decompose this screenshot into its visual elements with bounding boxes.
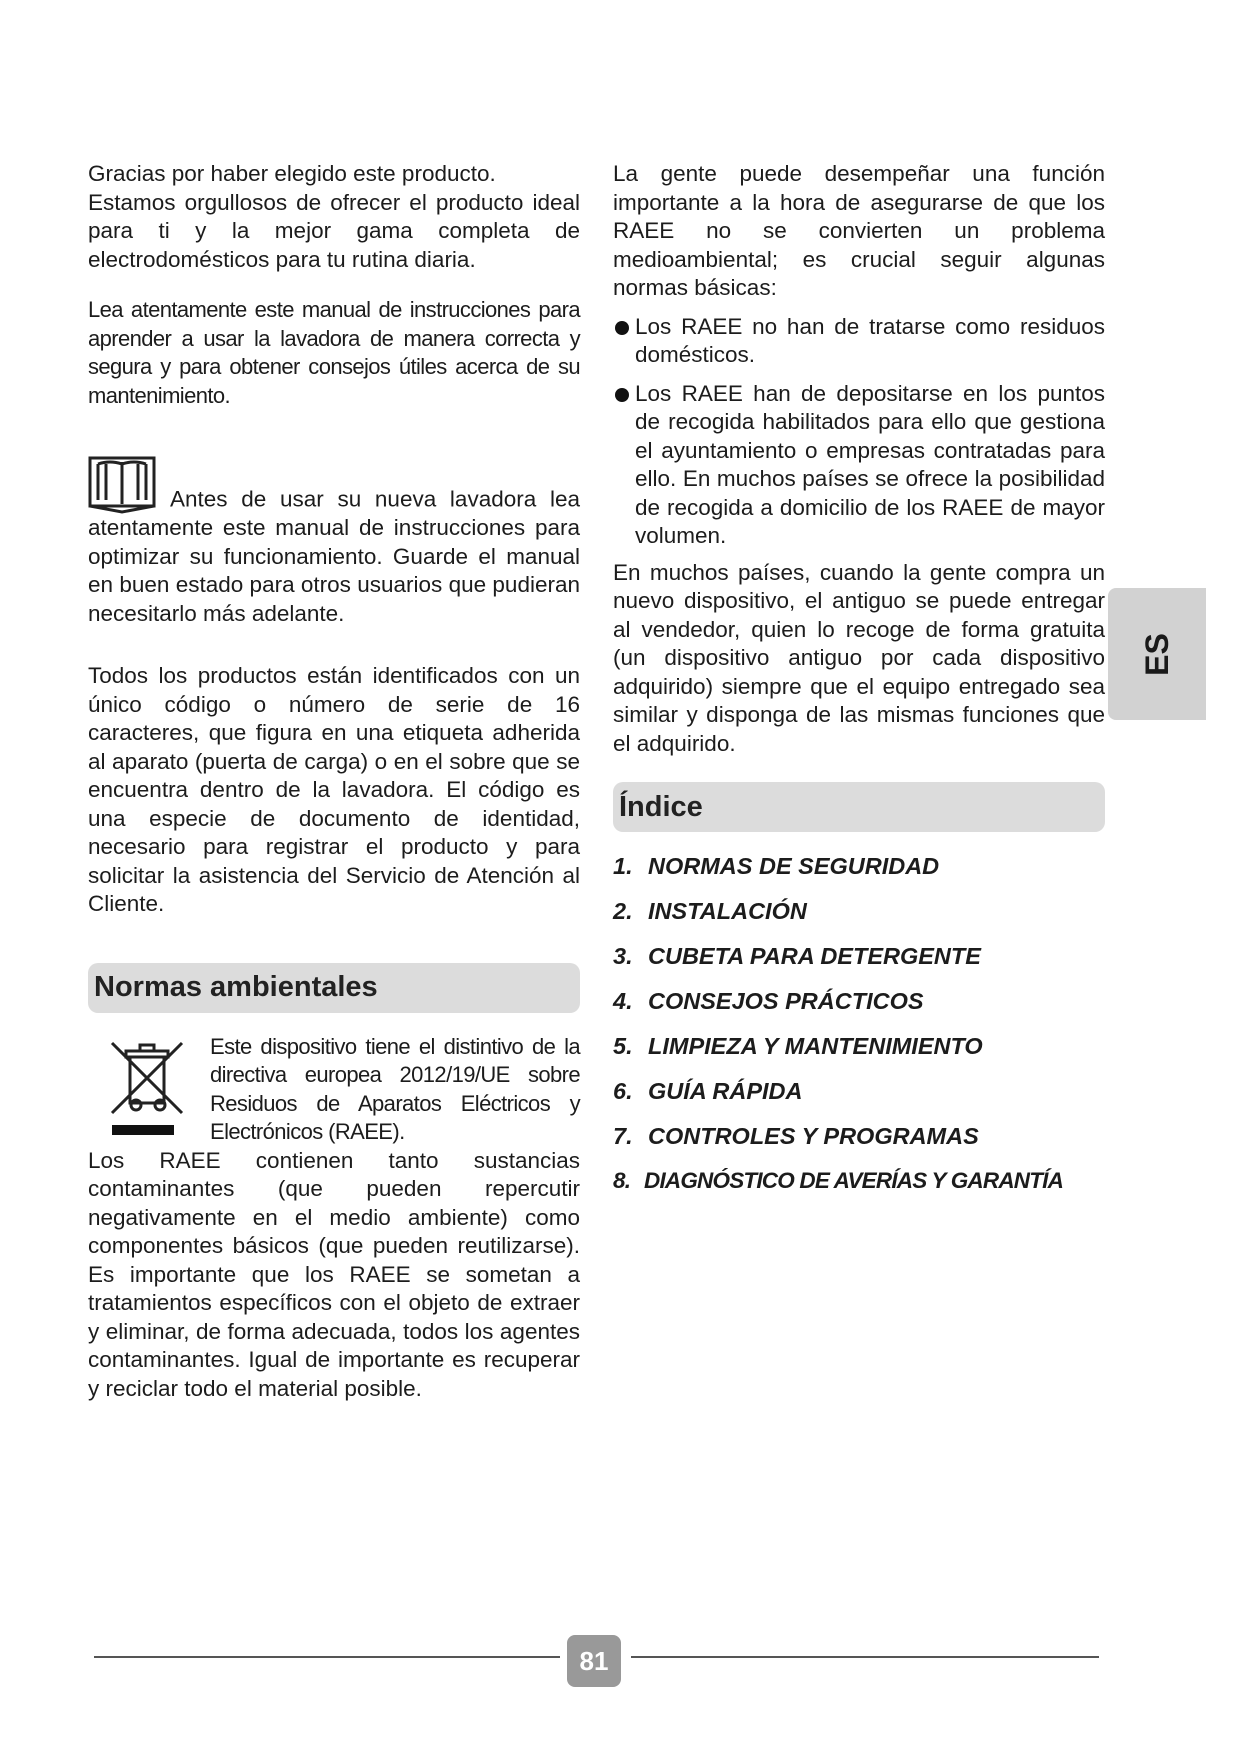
- bullet-item: [613, 313, 1105, 370]
- serial-code-paragraph: Todos los productos están identificados con un único código o número de serie de 16 caracteres, que figura en una etiqueta adherida al aparato (puerta de carga) o en el sobre que se encuentra dentro de la lavadora. El código es una especie de documento de identidad, necesario para registrar el producto y para solicitar la asistencia del Servicio de Atención al Cliente.: [88, 663, 580, 916]
- index-item[interactable]: 7. CONTROLES Y PROGRAMAS: [613, 1123, 979, 1149]
- intro-thanks: Gracias por haber elegido este producto.: [88, 161, 496, 186]
- open-book-icon: [88, 456, 156, 514]
- read-manual-paragraph: Lea atentamente este manual de instrucciones para aprender a usar la lavadora de manera correcta y segura y para obtener consejos útiles acerca de su mantenimiento.: [88, 297, 580, 408]
- left-column: [88, 160, 580, 1403]
- page-number: 81: [579, 1645, 609, 1676]
- intro-pride: Estamos orgullosos de ofrecer el producto ideal para ti y la mejor gama completa de electrodomésticos para tu rutina diaria.: [88, 189, 580, 272]
- index-section-title: Índice: [619, 790, 703, 823]
- index-section-header: [613, 782, 1105, 832]
- footer-divider-left: [94, 1656, 560, 1658]
- index-item[interactable]: 1. NORMAS DE SEGURIDAD: [613, 853, 940, 879]
- manual-notice-lead: Antes de usar su nueva lavadora: [170, 486, 537, 512]
- env-section-title: Normas ambientales: [94, 971, 378, 1004]
- index-item[interactable]: 8. DIAGNÓSTICO DE AVERÍAS Y GARANTÍA: [613, 1168, 1064, 1193]
- index-item[interactable]: 2. INSTALACIÓN: [613, 898, 807, 924]
- footer-divider-right: [631, 1656, 1099, 1658]
- bullet-item: [613, 380, 1105, 551]
- index-item[interactable]: 5. LIMPIEZA Y MANTENIMIENTO: [613, 1033, 983, 1059]
- page-number-badge: [567, 1635, 621, 1687]
- index-item[interactable]: 4. CONSEJOS PRÁCTICOS: [613, 988, 924, 1014]
- right-column: [613, 160, 1105, 1212]
- bullet-text: Los RAEE no han de tratarse como residuos domésticos.: [635, 313, 1105, 367]
- index-list: [613, 852, 1105, 1212]
- bullet-dot-icon: [615, 388, 629, 402]
- bullet-text: Los RAEE han de depositarse en los puntos de recogida habilitados para ello que gestiona el ayuntamiento o empresas contratadas para ello. En muchos países se ofrece la posibilidad de recogida a domicilio de los RAEE de mayor volumen.: [635, 380, 1105, 548]
- env-section-header: [88, 963, 580, 1013]
- crossed-out-bin-icon: [106, 1039, 188, 1139]
- raee-return-paragraph: En muchos países, cuando la gente compra un nuevo dispositivo, el antiguo se puede entregar al vendedor, quien lo recoge de forma gratuita (un dispositivo antiguo por cada dispositivo adquirido) siempre que el equipo entregado sea similar y disponga de las mismas funciones que el adquirido.: [613, 559, 1105, 756]
- weee-directive-text: Este dispositivo tiene el distintivo de la directiva europea 2012/19/UE sobre Residuos de Aparatos Eléctricos y Electrónicos (RAEE).: [210, 1033, 580, 1144]
- index-item[interactable]: 6. GUÍA RÁPIDA: [613, 1078, 803, 1104]
- language-tab: [1108, 588, 1206, 720]
- bullet-dot-icon: [615, 321, 629, 335]
- index-item[interactable]: 3. CUBETA PARA DETERGENTE: [613, 943, 981, 969]
- weee-contaminants-paragraph: Los RAEE contienen tanto sustancias contaminantes (que pueden repercutir negativamente en el medio ambiente) como componentes básicos (que pueden reutilizarse). Es importante que los RAEE se sometan a tratamientos específicos con el objeto de extraer y eliminar, de forma adecuada, todos los agentes contaminantes. Igual de importante es recuperar y reciclar todo el material posible.: [88, 1147, 580, 1401]
- language-tab-label: ES: [1138, 632, 1175, 676]
- raee-intro: La gente puede desempeñar una función importante a la hora de asegurarse de que los RAEE no se convierten un problema medioambiental; es crucial seguir algunas normas básicas:: [613, 161, 1105, 300]
- manual-notice-text: lea atentamente este manual de instrucciones para optimizar su funcionamiento. Guarde el manual en buen estado para otros usuarios que pudieran necesitarlo más adelante.: [88, 486, 580, 626]
- manual-notice: [88, 456, 580, 628]
- weee-notice: [88, 1033, 580, 1147]
